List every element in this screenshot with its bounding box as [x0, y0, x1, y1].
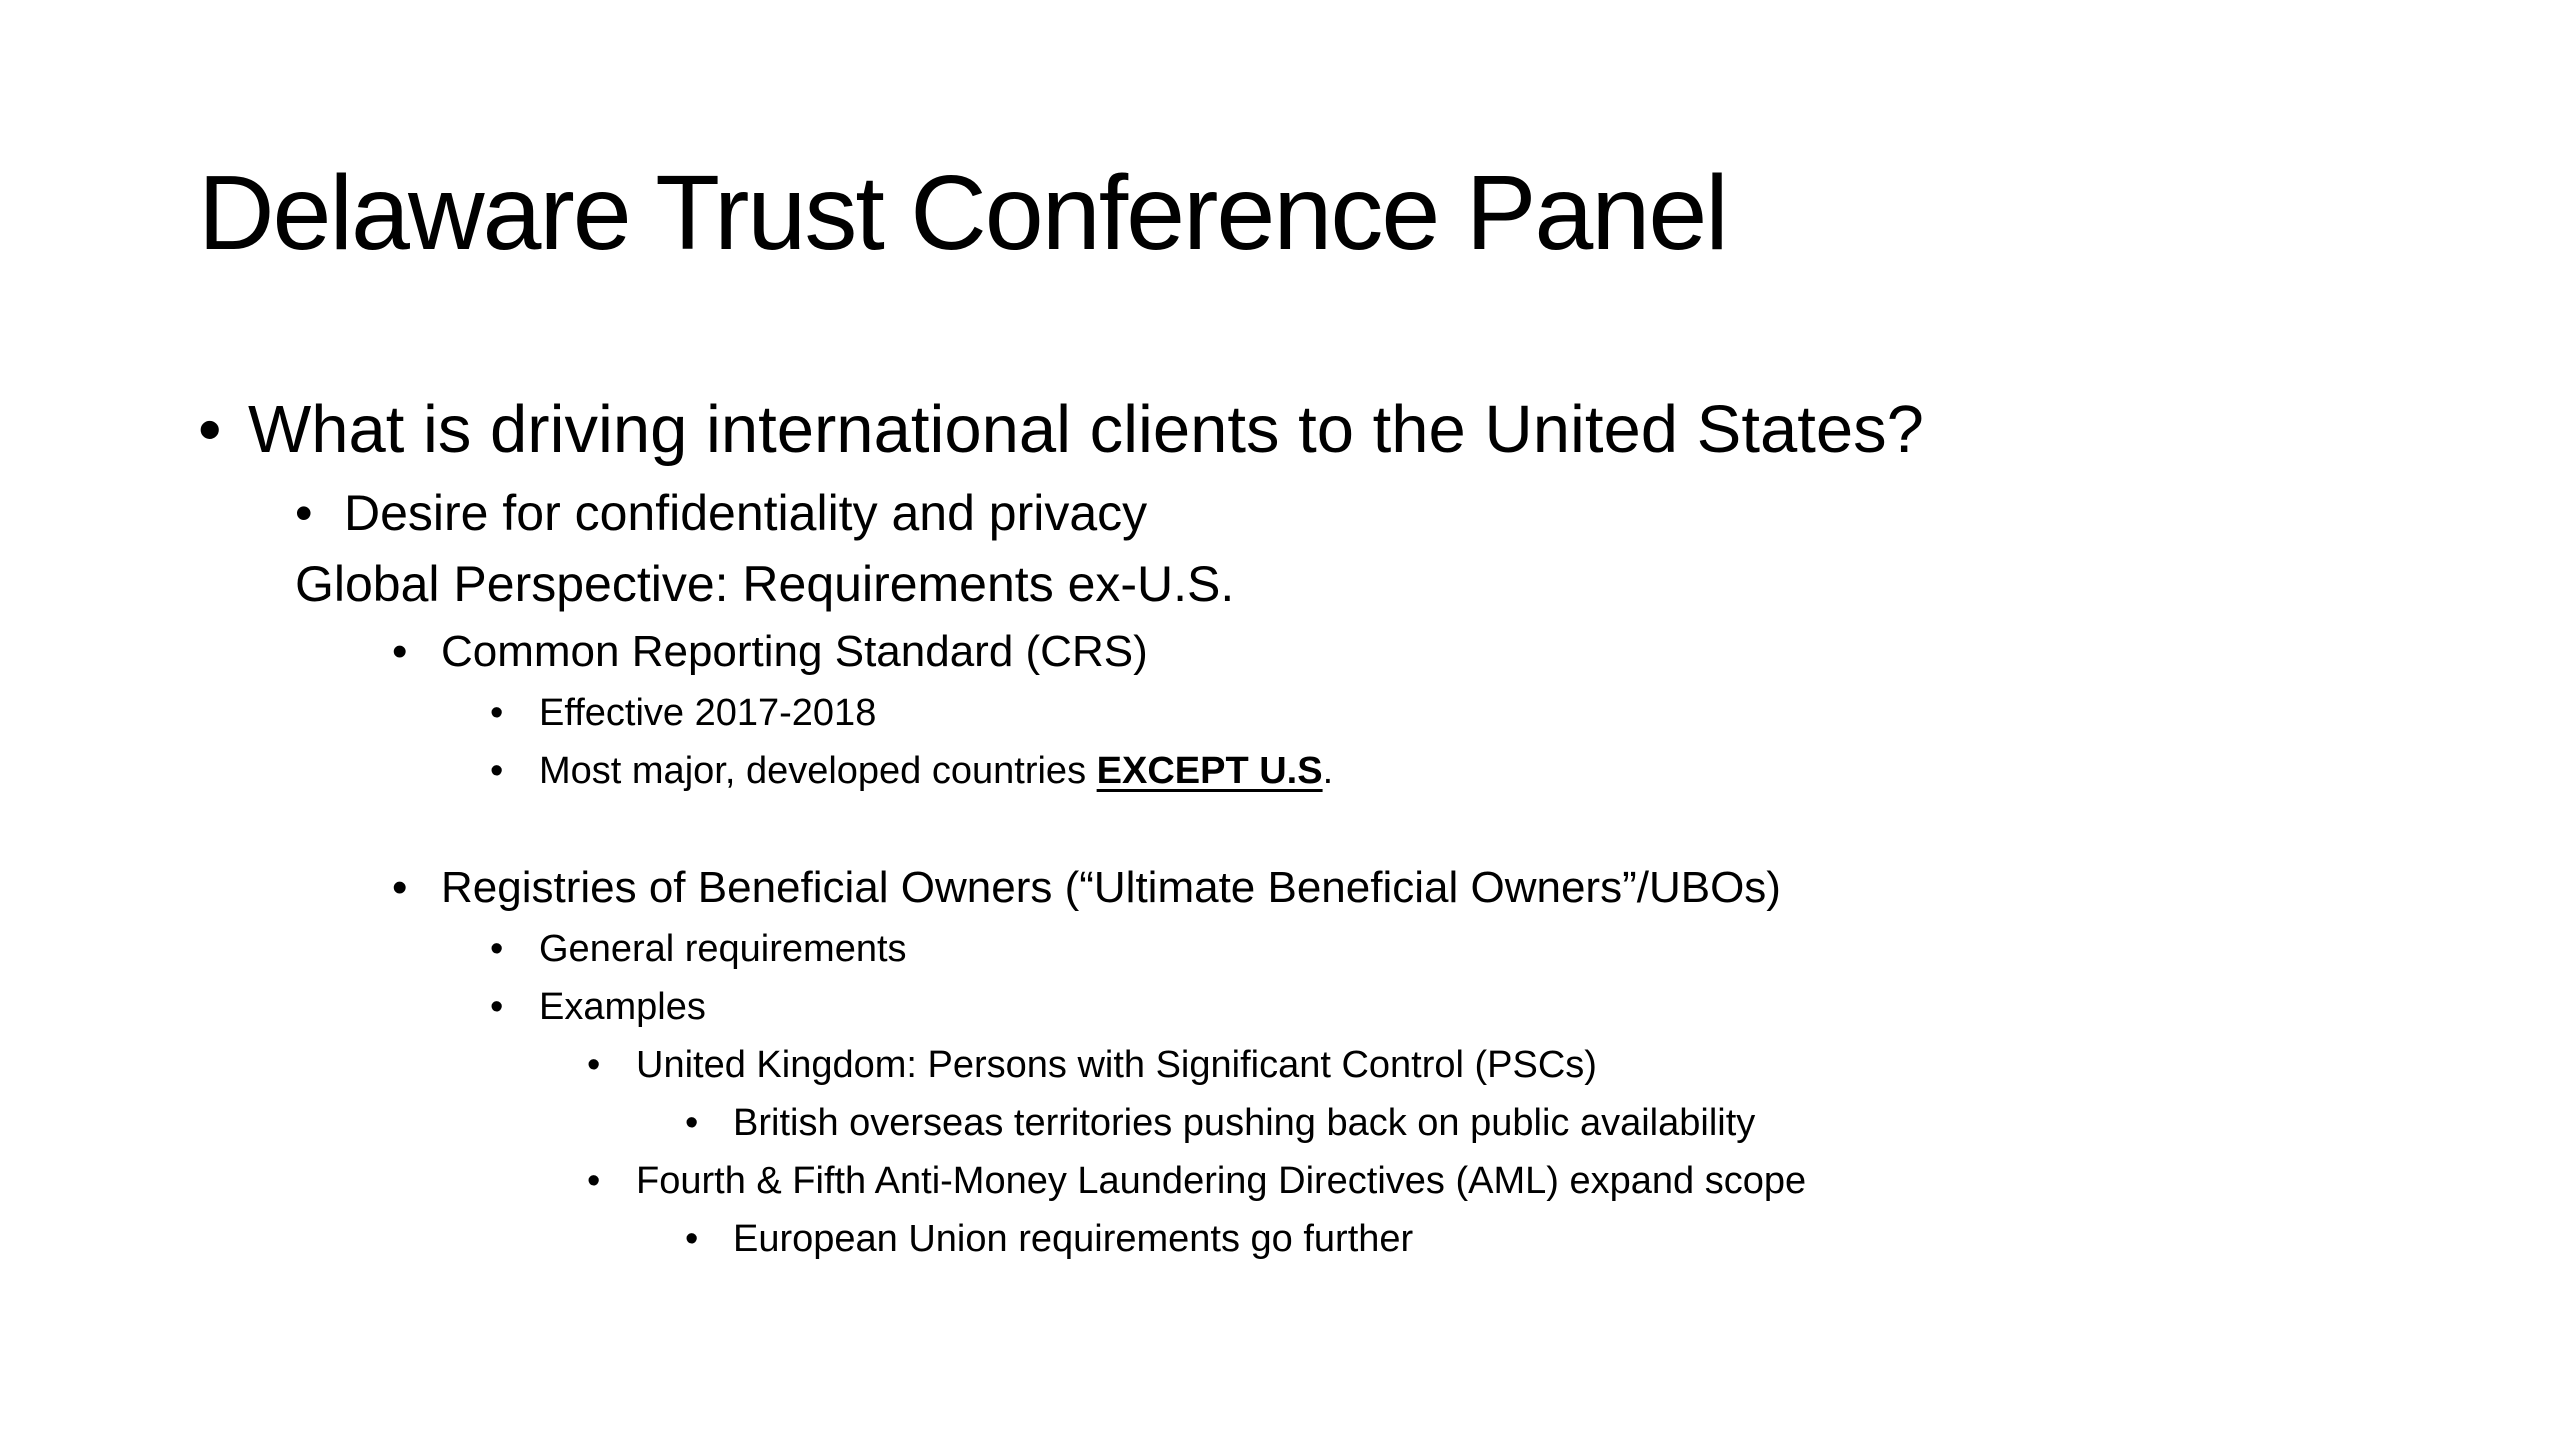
list-item-level1: What is driving international clients to the United States?: [248, 392, 1924, 467]
emphasis-text: EXCEPT U.S: [1096, 750, 1323, 792]
list-item-level4: Examples: [539, 986, 706, 1028]
list-item-level6: British overseas territories pushing back on public availability: [733, 1102, 1756, 1144]
list-item-suffix: .: [1322, 750, 1334, 792]
bullet-icon: •: [392, 627, 408, 676]
bullet-icon: •: [490, 928, 504, 970]
bullet-icon: •: [490, 750, 504, 792]
bullet-icon: •: [392, 863, 408, 912]
bullet-icon: •: [198, 392, 222, 467]
list-item-level5: United Kingdom: Persons with Significant Control (PSCs): [636, 1044, 1597, 1086]
list-item-level3: Registries of Beneficial Owners (“Ultimate Beneficial Owners”/UBOs): [441, 863, 1781, 912]
list-item-level6: European Union requirements go further: [733, 1218, 1414, 1260]
list-item-level4: General requirements: [539, 928, 907, 970]
slide-title: Delaware Trust Conference Panel: [198, 154, 1727, 272]
list-item-level2: Desire for confidentiality and privacy: [344, 485, 1148, 541]
list-item-level4: [539, 748, 1333, 794]
list-item-text: Most major, developed countries: [539, 750, 1097, 792]
list-item-level2-nobullet: Global Perspective: Requirements ex-U.S.: [295, 556, 1235, 612]
bullet-icon: •: [490, 692, 504, 734]
bullet-icon: •: [295, 485, 313, 541]
list-item-level5: Fourth & Fifth Anti-Money Laundering Directives (AML) expand scope: [636, 1160, 1807, 1202]
list-item-level4: Effective 2017-2018: [539, 692, 877, 734]
bullet-icon: •: [587, 1044, 601, 1086]
bullet-icon: •: [490, 986, 504, 1028]
list-item-level3: Common Reporting Standard (CRS): [441, 627, 1148, 676]
bullet-icon: •: [587, 1160, 601, 1202]
bullet-icon: •: [685, 1102, 699, 1144]
bullet-icon: •: [685, 1218, 699, 1260]
